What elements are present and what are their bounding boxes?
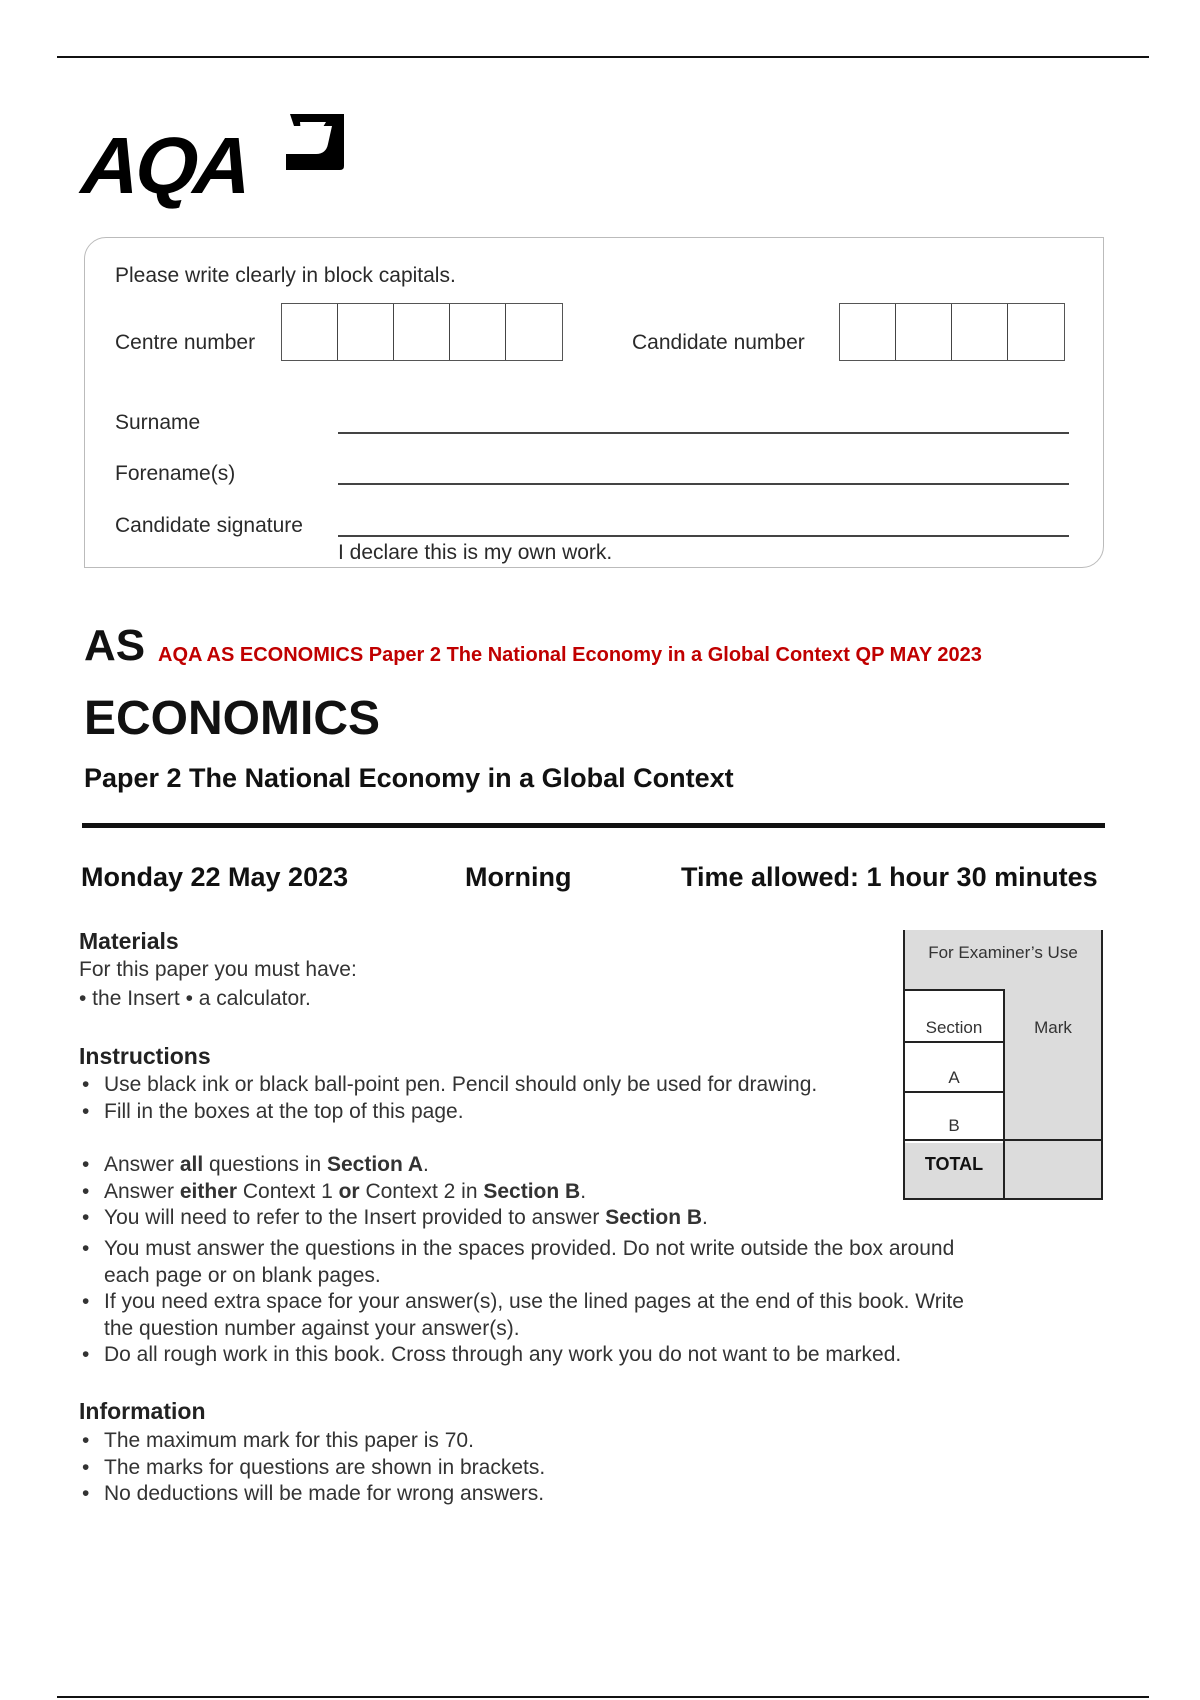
materials-intro: For this paper you must have:	[79, 958, 357, 981]
candidate-number-label: Candidate number	[632, 331, 805, 354]
centre-number-digit[interactable]	[506, 304, 562, 360]
subject-title: ECONOMICS	[84, 692, 381, 745]
total-label: TOTAL	[924, 1154, 984, 1174]
bottom-rule	[57, 1696, 1149, 1698]
paper-title: Paper 2 The National Economy in a Global Context	[84, 763, 734, 793]
time-allowed: Time allowed: 1 hour 30 minutes	[681, 862, 1098, 892]
examiners-use-table	[903, 930, 1103, 1200]
centre-number-digit[interactable]	[338, 304, 394, 360]
declaration-text: I declare this is my own work.	[338, 541, 613, 564]
row-divider	[905, 1041, 1005, 1043]
information-list	[80, 1428, 545, 1508]
aqa-logo-text: AQA	[78, 121, 251, 210]
materials-items: • the Insert • a calculator.	[79, 987, 311, 1010]
information-item: • The maximum mark for this paper is 70.	[80, 1428, 545, 1455]
instruction-item: • You must answer the questions in the spaces provided. Do not write outside the box around	[80, 1236, 964, 1263]
candidate-number-digit[interactable]	[840, 304, 896, 360]
centre-number-boxes[interactable]	[281, 303, 563, 361]
candidate-number-digit[interactable]	[952, 304, 1008, 360]
top-rule	[57, 56, 1149, 58]
signature-field[interactable]	[338, 535, 1069, 537]
title-rule	[82, 823, 1105, 828]
examiners-use-title: For Examiner’s Use	[928, 943, 1078, 962]
total-divider	[905, 1139, 1101, 1141]
exam-session: Morning	[465, 862, 572, 892]
section-b-label: B	[948, 1116, 960, 1135]
instruction-item: • Answer either Context 1 or Context 2 in Section B.	[80, 1179, 708, 1206]
exam-date: Monday 22 May 2023	[81, 862, 349, 892]
materials-heading: Materials	[79, 928, 179, 954]
signature-label: Candidate signature	[115, 514, 303, 537]
centre-number-label: Centre number	[115, 331, 256, 354]
centre-number-digit[interactable]	[450, 304, 506, 360]
instruction-item: • Fill in the boxes at the top of this page.	[80, 1099, 817, 1126]
information-item: • The marks for questions are shown in brackets.	[80, 1455, 545, 1482]
information-heading: Information	[79, 1398, 206, 1424]
row-divider	[905, 1091, 1005, 1093]
qualification-level: AS	[84, 621, 146, 670]
candidate-number-digit[interactable]	[1008, 304, 1064, 360]
centre-number-digit[interactable]	[394, 304, 450, 360]
information-item: • No deductions will be made for wrong answers.	[80, 1481, 545, 1508]
instructions-list-1	[80, 1072, 817, 1125]
surname-label: Surname	[115, 411, 201, 434]
document-title-watermark: AQA AS ECONOMICS Paper 2 The National Economy in a Global Context QP MAY 2023	[158, 644, 982, 666]
aqa-logo	[78, 114, 344, 210]
instructions-list-3	[80, 1236, 964, 1369]
section-a-label: A	[948, 1068, 960, 1087]
aqa-logo-mark-icon	[286, 114, 346, 172]
candidate-number-digit[interactable]	[896, 304, 952, 360]
instruction-item: • Answer all questions in Section A.	[80, 1152, 708, 1179]
surname-field[interactable]	[338, 432, 1069, 434]
instruction-item: • You will need to refer to the Insert provided to answer Section B.	[80, 1205, 708, 1232]
instruction-item: • If you need extra space for your answer(s), use the lined pages at the end of this book. Write	[80, 1289, 964, 1316]
instruction-item: • Do all rough work in this book. Cross through any work you do not want to be marked.	[80, 1342, 964, 1369]
forenames-label: Forename(s)	[115, 462, 236, 485]
block-capitals-instruction: Please write clearly in block capitals.	[115, 264, 456, 287]
instructions-heading: Instructions	[79, 1043, 211, 1069]
instruction-item-continued: the question number against your answer(s).	[104, 1316, 520, 1340]
instruction-item: • Use black ink or black ball-point pen. Pencil should only be used for drawing.	[80, 1072, 817, 1099]
forenames-field[interactable]	[338, 483, 1069, 485]
section-header: Section	[925, 1018, 983, 1037]
candidate-number-boxes[interactable]	[839, 303, 1065, 361]
centre-number-digit[interactable]	[282, 304, 338, 360]
instructions-list-2	[80, 1152, 708, 1232]
mark-header: Mark	[1034, 1018, 1072, 1037]
instruction-item-continued: each page or on blank pages.	[104, 1263, 381, 1287]
